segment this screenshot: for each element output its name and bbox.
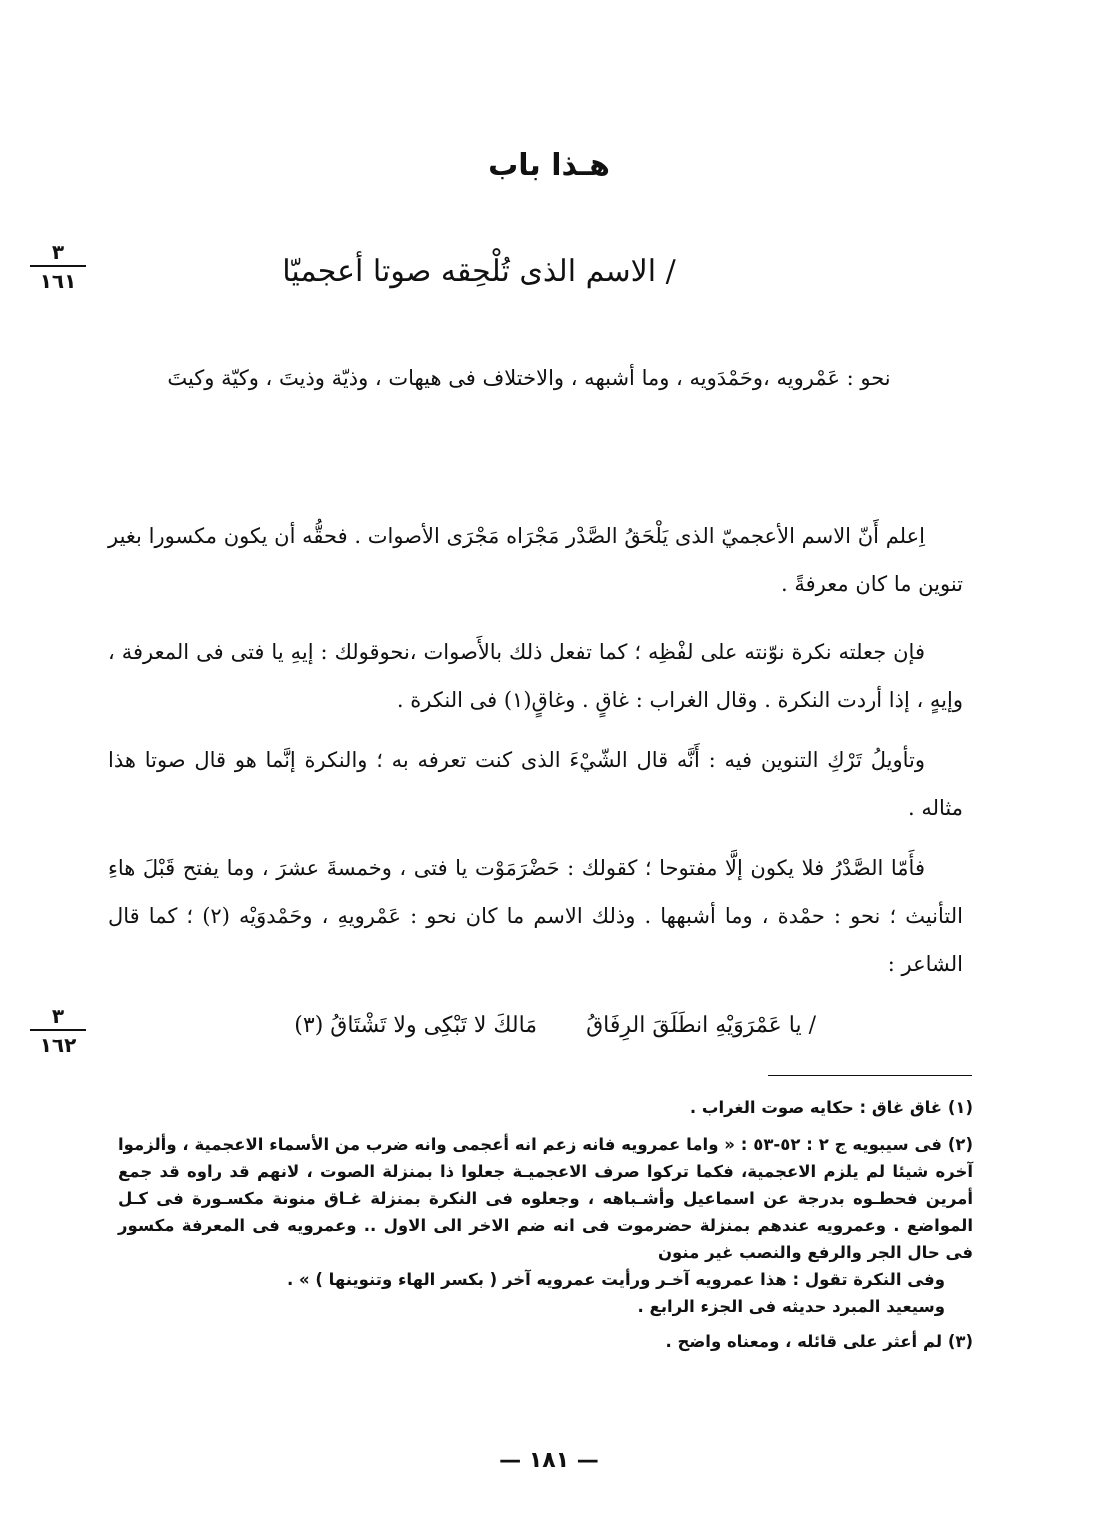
margin-reference-1 xyxy=(30,240,86,293)
margin-reference-2 xyxy=(30,1004,86,1057)
margin-reference-page: ١٦١ xyxy=(39,269,77,293)
margin-reference-volume: ٣ xyxy=(51,1004,65,1028)
footnote-2-note: وسيعيد المبرد حديثه فى الجزء الرابع . xyxy=(637,1297,945,1316)
chapter-subtitle: / الاسم الذى تُلْحِقه صوتا أعجميّا xyxy=(282,254,676,289)
verse-second-hemistich: مَالكَ لا تَبْكِى ولا تَشْتَاقُ (٣) xyxy=(294,1013,538,1038)
footnote-3: (٣) لم أعثر على قائله ، ومعناه واضح . xyxy=(665,1332,973,1351)
paragraph-1 xyxy=(108,512,963,608)
footnotes xyxy=(118,1094,973,1365)
paragraph-4-text: فأَمّا الصَّدْرُ فلا يكون إلَّا مفتوحا ؛ كقولك : حَضْرَمَوْت يا فتى ، وخمسةَ عشرَ ، وما يفتح قَبْلَ هاءِ التأنيث ؛ نحو : حمْدة ، وما أشبهها . وذلك الاسم ما كان نحو : عَمْرويهِ ، وحَمْدوَيْه (٢) ؛ كما قال الشاعر : xyxy=(108,856,963,976)
margin-reference-page: ١٦٢ xyxy=(39,1033,77,1057)
paragraph-4 xyxy=(108,844,963,988)
margin-reference-divider xyxy=(30,1029,86,1031)
footnote-2-continuation: وفى النكرة تقول : هذا عمرويه آخـر ورأيت عمرويه آخر ( بكسر الهاء وتنوينها ) » . xyxy=(286,1270,945,1289)
page-number: — ١٨١ — xyxy=(499,1448,599,1473)
footnote-1: (١) غاق غاق : حكايه صوت الغراب . xyxy=(689,1098,973,1117)
paragraph-2 xyxy=(108,628,963,724)
paragraph-3-text: وتأويلُ تَرْكِ التنوين فيه : أَنَّه قال الشّيْءَ الذى كنت تعرفه به ؛ والنكرة إنَّما هو قال صوتا هذا مثاله . xyxy=(108,748,963,820)
examples-line: نحو : عَمْرويه ،وحَمْدَويه ، وما أشبهه ، والاختلاف فى هيهات ، وذيّة وذيتَ ، وكيّة وكيتَ xyxy=(167,366,891,390)
margin-reference-divider xyxy=(30,265,86,267)
footnote-2: (٢) فى سيبويه ج ٢ : ٥٢-٥٣ : « واما عمرويه فانه زعم انه أعجمى وانه ضرب من الأسماء الاعجمية ، وألزموا آخره شيئا لم يلزم الاعجمية، فكما تركوا صرف الاعجميـة جعلوا ذا بمنزلة الصوت ، لانهم قد راوه قد جمع أمرين فحطـوه بدرجة عن اسماعيل وأشـباهه ، وجعلوه فى النكرة بمنزلة غـاق منونة مكسـورة فى كـل المواضع . وعمرويه عندهم بمنزلة حضرموت فى انه ضم الاخر الى الاول .. وعمرويه فى المعرفة مكسور فى حال الجر والرفع والنصب غير منون xyxy=(118,1135,973,1262)
poetry-verse xyxy=(250,1006,816,1046)
footnote-separator xyxy=(768,1075,972,1076)
paragraph-3 xyxy=(108,736,963,832)
paragraph-1-text: اِعلم أَنّ الاسم الأعجميّ الذى يَلْحَقُ الصَّدْر مَجْرَاه مَجْرَى الأصوات . فحقُّه أن يكون مكسورا بغير تنوين ما كان معرفةً . xyxy=(108,524,963,596)
chapter-title: هـذا باب xyxy=(488,148,610,183)
margin-reference-volume: ٣ xyxy=(51,240,65,264)
paragraph-2-text: فإن جعلته نكرة نوّنته على لفْظِه ؛ كما تفعل ذلك بالأَصوات ،نحوقولك : إيهِ يا فتى فى المعرفة ، وإيهٍ ، إذا أردت النكرة . وقال الغراب : غاقٍ . وغاقٍ(١) فى النكرة . xyxy=(108,640,963,712)
verse-first-hemistich: / يا عَمْرَوَيْهِ انطَلَقَ الرِفَاقُ xyxy=(586,1013,816,1038)
